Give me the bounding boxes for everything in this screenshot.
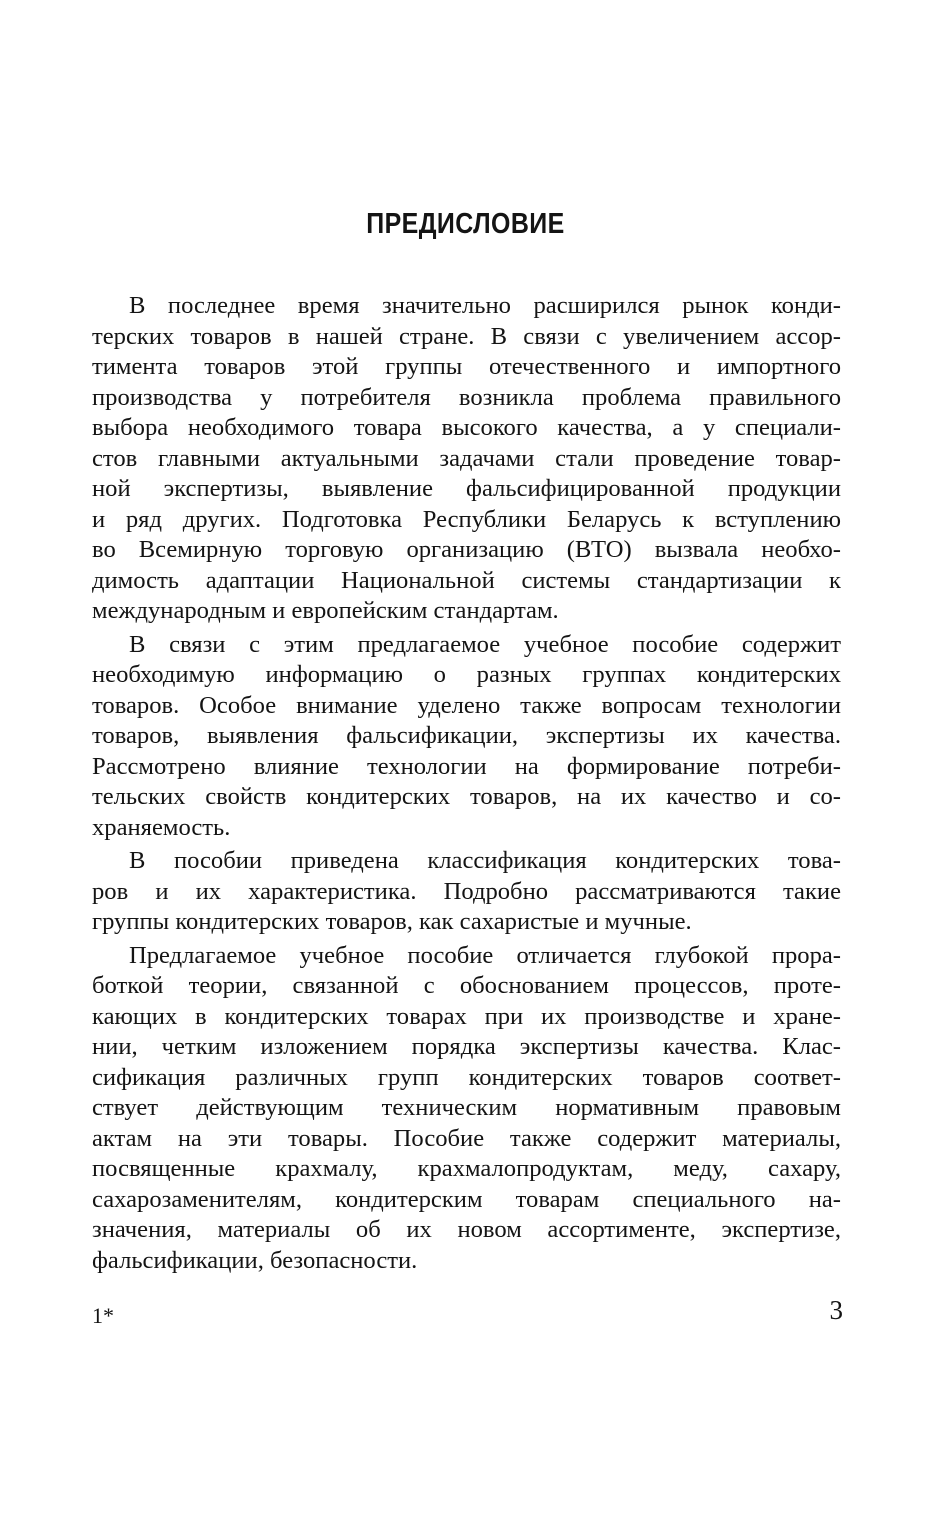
- text-line: ной экспертизы, выявление фальсифицированной продукции: [92, 475, 841, 502]
- text-line: и ряд других. Подготовка Республики Беларусь к вступлению: [92, 505, 841, 533]
- text-line: выбора необходимого товара высокого качества, а у специали-: [92, 414, 841, 441]
- text-line: посвященные крахмалу, крахмалопродуктам, меду, сахару,: [92, 1155, 841, 1182]
- paragraph-1: [92, 291, 841, 627]
- paragraph-4: [92, 941, 841, 1277]
- text-line: международным и европейским стандартам.: [92, 597, 559, 624]
- text-line: В связи с этим предлагаемое учебное пособие содержит: [129, 630, 841, 658]
- text-line: Рассмотрено влияние технологии на формирование потреби-: [92, 752, 841, 780]
- text-line: терских товаров в нашей стране. В связи с увеличением ассор-: [92, 322, 841, 350]
- signature-mark: 1*: [92, 1303, 114, 1328]
- text-line: значения, материалы об их новом ассортименте, экспертизе,: [92, 1216, 841, 1243]
- text-line: фальсификации, безопасности.: [92, 1246, 418, 1274]
- text-line: производства у потребителя возникла проблема правильного: [92, 383, 841, 411]
- text-line: актам на эти товары. Пособие также содержит материалы,: [92, 1124, 841, 1152]
- text-line: ров и их характеристика. Подробно рассматриваются такие: [92, 877, 841, 905]
- text-line: необходимую информацию о разных группах кондитерских: [92, 661, 841, 688]
- text-line: товаров. Особое внимание уделено также вопросам технологии: [92, 691, 841, 719]
- text-line: димость адаптации Национальной системы стандартизации к: [92, 566, 841, 594]
- text-line: стов главными актуальными задачами стали проведение товар-: [92, 444, 841, 472]
- text-line: Предлагаемое учебное пособие отличается глубокой прора-: [129, 941, 841, 969]
- text-line: ствует действующим техническим нормативным правовым: [92, 1094, 841, 1121]
- text-line: кающих в кондитерских товарах при их производстве и хране-: [92, 1002, 841, 1030]
- text-line: В пособии приведена классификация кондитерских това-: [129, 847, 841, 874]
- text-line: во Всемирную торговую организацию (ВТО) вызвала необхо-: [92, 536, 841, 563]
- text-line: тимента товаров этой группы отечественного и импортного: [92, 353, 841, 380]
- text-line: боткой теории, связанной с обоснованием процессов, проте-: [92, 972, 841, 999]
- page-number: 3: [829, 1295, 843, 1325]
- text-line: сахарозаменителям, кондитерским товарам специального на-: [92, 1185, 841, 1213]
- text-line: В последнее время значительно расширился рынок конди-: [129, 292, 841, 319]
- paragraph-2: [92, 630, 841, 844]
- page-title: ПРЕДИСЛОВИЕ: [366, 208, 565, 240]
- text-line: сификация различных групп кондитерских товаров соответ-: [92, 1063, 841, 1091]
- text-line: товаров, выявления фальсификации, экспертизы их качества.: [92, 722, 841, 749]
- preface-body: [92, 291, 841, 1279]
- text-line: группы кондитерских товаров, как сахаристые и мучные.: [92, 908, 692, 935]
- text-line: нии, четким изложением порядка экспертизы качества. Клас-: [92, 1033, 841, 1060]
- paragraph-3: [92, 846, 841, 938]
- text-line: храняемость.: [92, 813, 231, 841]
- text-line: тельских свойств кондитерских товаров, на их качество и со-: [92, 783, 841, 810]
